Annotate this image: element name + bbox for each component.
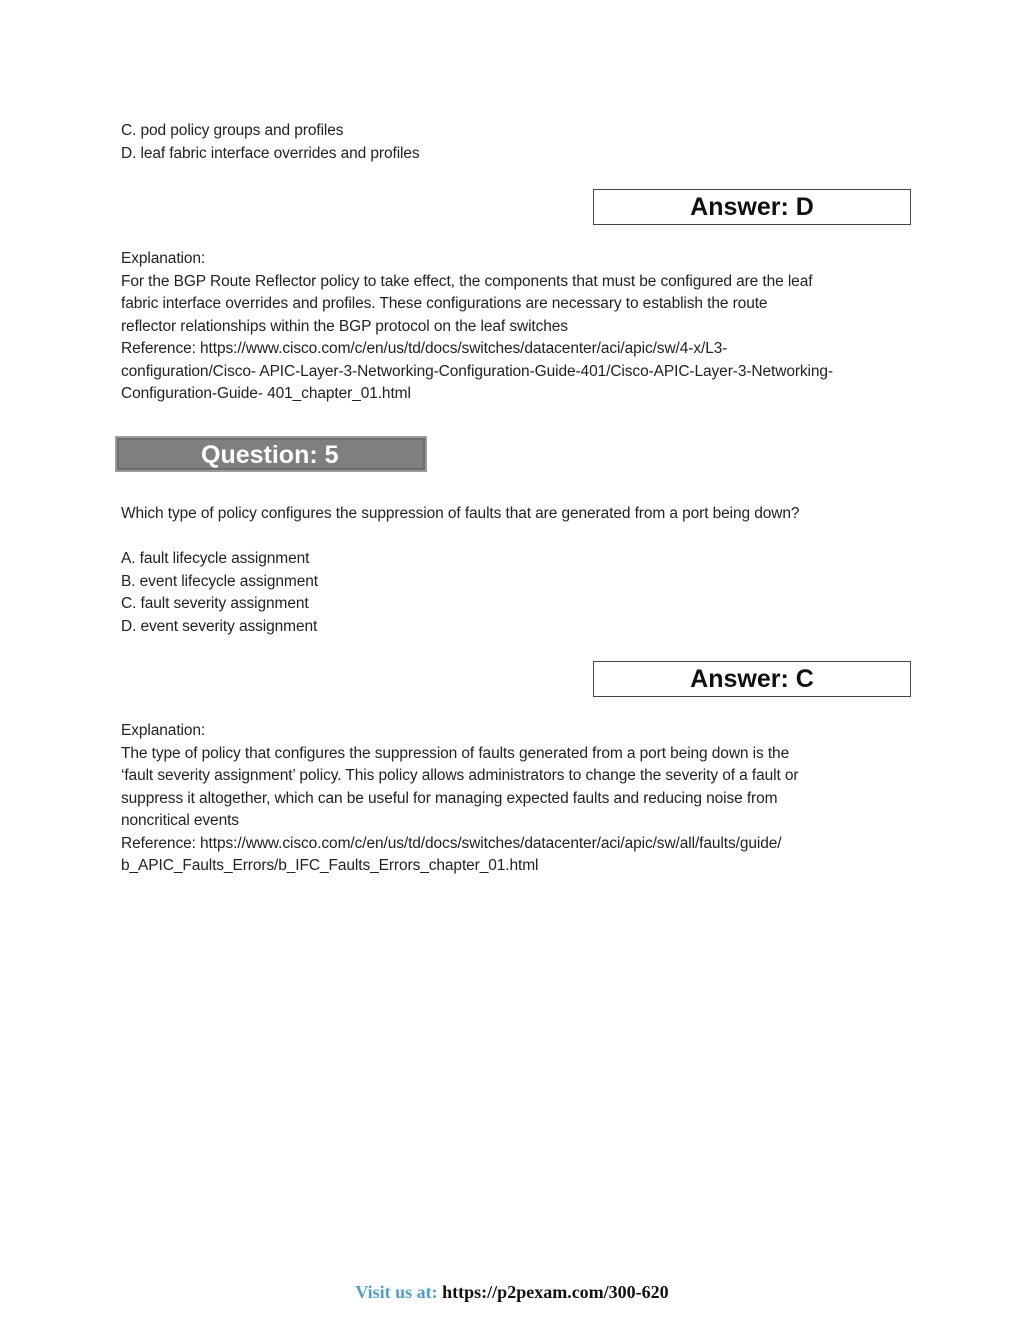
- explanation-label: Explanation:: [121, 250, 206, 267]
- answer-box: [593, 189, 911, 225]
- footer: [0, 1282, 1024, 1303]
- option-c: C. fault severity assignment: [121, 595, 309, 612]
- explanation-label: Explanation:: [121, 722, 206, 739]
- explanation-line: ‘fault severity assignment’ policy. This policy allows administrators to change the severity of a fault or: [121, 767, 799, 784]
- answer-text: Answer: C: [690, 664, 814, 693]
- prev-options: [121, 120, 420, 165]
- question-explanation: [121, 720, 798, 878]
- question-options: [121, 548, 318, 638]
- explanation-line: reflector relationships within the BGP protocol on the leaf switches: [121, 317, 568, 335]
- answer-text: Answer: D: [690, 192, 814, 221]
- footer-link[interactable]: https://p2pexam.com/300-620: [442, 1282, 669, 1302]
- reference-line: configuration/Cisco- APIC-Layer-3-Networking-Configuration-Guide-401/Cisco-APIC-Layer-3-Networking-: [121, 362, 833, 380]
- footer-label: Visit us at:: [355, 1282, 438, 1302]
- reference-line: b_APIC_Faults_Errors/b_IFC_Faults_Errors_chapter_01.html: [121, 857, 539, 874]
- option-c: C. pod policy groups and profiles: [121, 122, 344, 139]
- option-d: D. leaf fabric interface overrides and profiles: [121, 144, 420, 162]
- prev-explanation: [121, 248, 833, 406]
- explanation-line: For the BGP Route Reflector policy to take effect, the components that must be configured are the leaf: [121, 272, 813, 290]
- explanation-line: fabric interface overrides and profiles. These configurations are necessary to establish the route: [121, 295, 768, 312]
- explanation-line: suppress it altogether, which can be useful for managing expected faults and reducing noise from: [121, 789, 778, 807]
- explanation-line: noncritical events: [121, 812, 239, 829]
- reference-line: Reference: https://www.cisco.com/c/en/us/td/docs/switches/datacenter/aci/apic/sw/all/faults/guide/: [121, 834, 782, 852]
- option-b: B. event lifecycle assignment: [121, 572, 318, 590]
- question-heading: Question: 5: [201, 441, 339, 469]
- question-text: Which type of policy configures the suppression of faults that are generated from a port being down?: [121, 505, 800, 522]
- reference-line: Configuration-Guide- 401_chapter_01.html: [121, 385, 411, 402]
- answer-box: [593, 661, 911, 697]
- option-d: D. event severity assignment: [121, 617, 318, 635]
- reference-line: Reference: https://www.cisco.com/c/en/us/td/docs/switches/datacenter/aci/apic/sw/4-x/L3-: [121, 340, 728, 357]
- option-a: A. fault lifecycle assignment: [121, 550, 310, 567]
- question-banner: [115, 436, 427, 472]
- explanation-line: The type of policy that configures the suppression of faults generated from a port being down is the: [121, 744, 790, 762]
